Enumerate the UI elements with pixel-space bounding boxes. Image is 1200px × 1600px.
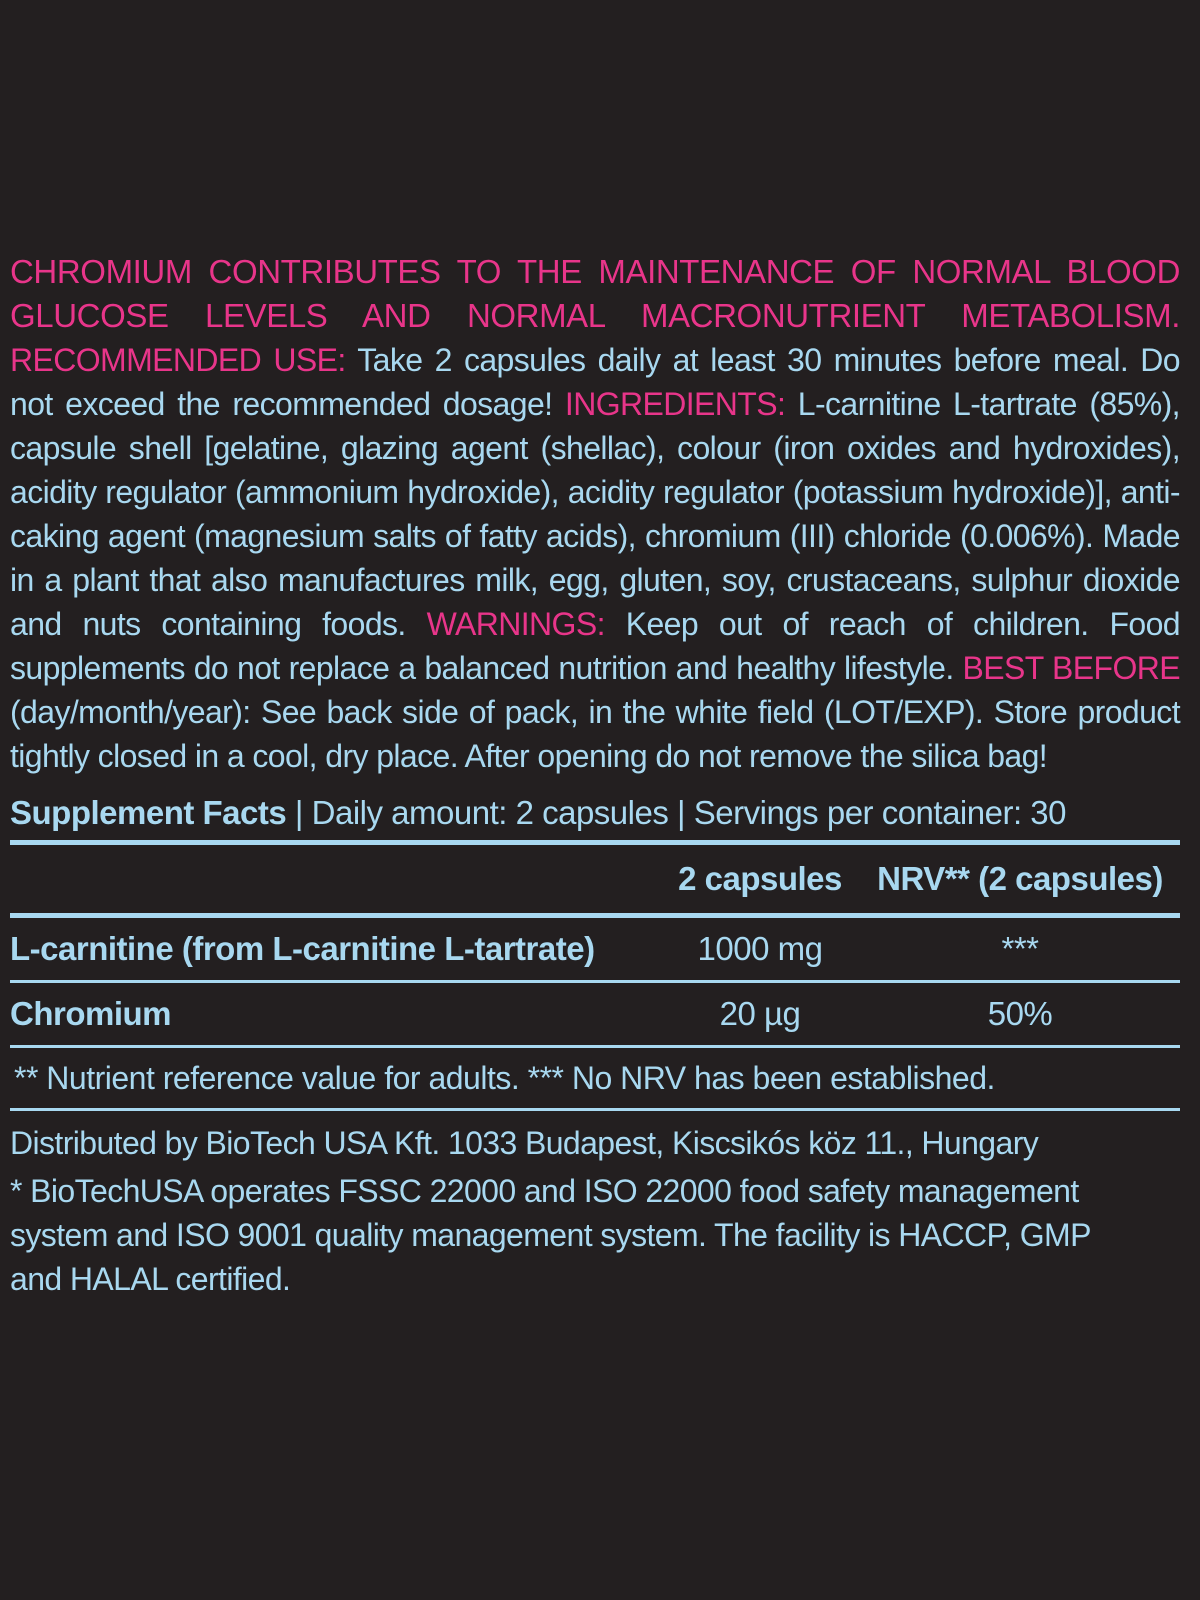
header-amount: 2 capsules (660, 845, 860, 916)
recommended-use-text: Take 2 capsules daily at least 30 minutes before meal. Do not exceed the recommended dosage! (10, 342, 1180, 422)
nutrient-amount: 20 µg (660, 982, 860, 1047)
table-header-row (10, 845, 1180, 916)
best-before-text: (day/month/year): See back side of pack, in the white field (LOT/EXP). Store product tightly closed in a cool, dry place. After opening do not remove the silica bag! (10, 694, 1180, 774)
daily-amount: Daily amount: 2 capsules (311, 794, 669, 831)
header-separator: | (668, 794, 694, 831)
distributor-info: Distributed by BioTech USA Kft. 1033 Budapest, Kiscsikós köz 11., Hungary (10, 1125, 1039, 1161)
supplement-facts-title: Supplement Facts (10, 794, 287, 831)
nutrient-name: Chromium (10, 982, 660, 1047)
table-row (10, 982, 1180, 1047)
label-body-text (10, 338, 1180, 778)
product-label (10, 250, 1180, 1301)
supplement-facts-table (10, 845, 1180, 1048)
header-separator: | (286, 794, 312, 831)
health-claim: CHROMIUM CONTRIBUTES TO THE MAINTENANCE OF NORMAL BLOOD GLUCOSE LEVELS AND NORMAL MACRONUTRIENT METABOLISM. (10, 253, 1180, 334)
nutrient-nrv: *** (860, 916, 1180, 982)
nutrient-amount: 1000 mg (660, 916, 860, 982)
nutrient-name: L-carnitine (from L-carnitine L-tartrate) (10, 916, 660, 982)
warnings-text: Keep out of reach of children. Food supplements do not replace a balanced nutrition and healthy lifestyle. (10, 606, 1180, 686)
nutrient-nrv: 50% (860, 982, 1180, 1047)
table-row (10, 916, 1180, 982)
header-nrv: NRV** (2 capsules) (860, 845, 1180, 916)
warnings-heading: WARNINGS: (426, 606, 605, 642)
recommended-use-heading: RECOMMENDED USE: (10, 342, 346, 378)
servings-per-container: Servings per container: 30 (693, 794, 1067, 831)
best-before-heading: BEST BEFORE (962, 650, 1180, 686)
supplement-facts-header (10, 788, 1180, 845)
ingredients-text: L-carnitine L-tartrate (85%), capsule shell [gelatine, glazing agent (shellac), colour (iron oxides and hydroxides), acidity regulator (ammonium hydroxide), acidity regulator (potassium hydroxide)], anti-caking agent (magnesium salts of fatty acids), chromium (III) chloride (0.006%). Made in a plant that also manufactures milk, egg, gluten, soy, crustaceans, sulphur dioxide and nuts containing foods. (10, 386, 1180, 642)
ingredients-heading: INGREDIENTS: (564, 386, 786, 422)
certification-note: * BioTechUSA operates FSSC 22000 and ISO 22000 food safety management system and ISO 9001 quality management system. The facility is HACCP, GMP and HALAL certified. (10, 1173, 1091, 1297)
nrv-footnote: ** Nutrient reference value for adults. *** No NRV has been established. (10, 1048, 1180, 1111)
header-empty-cell (10, 845, 660, 916)
